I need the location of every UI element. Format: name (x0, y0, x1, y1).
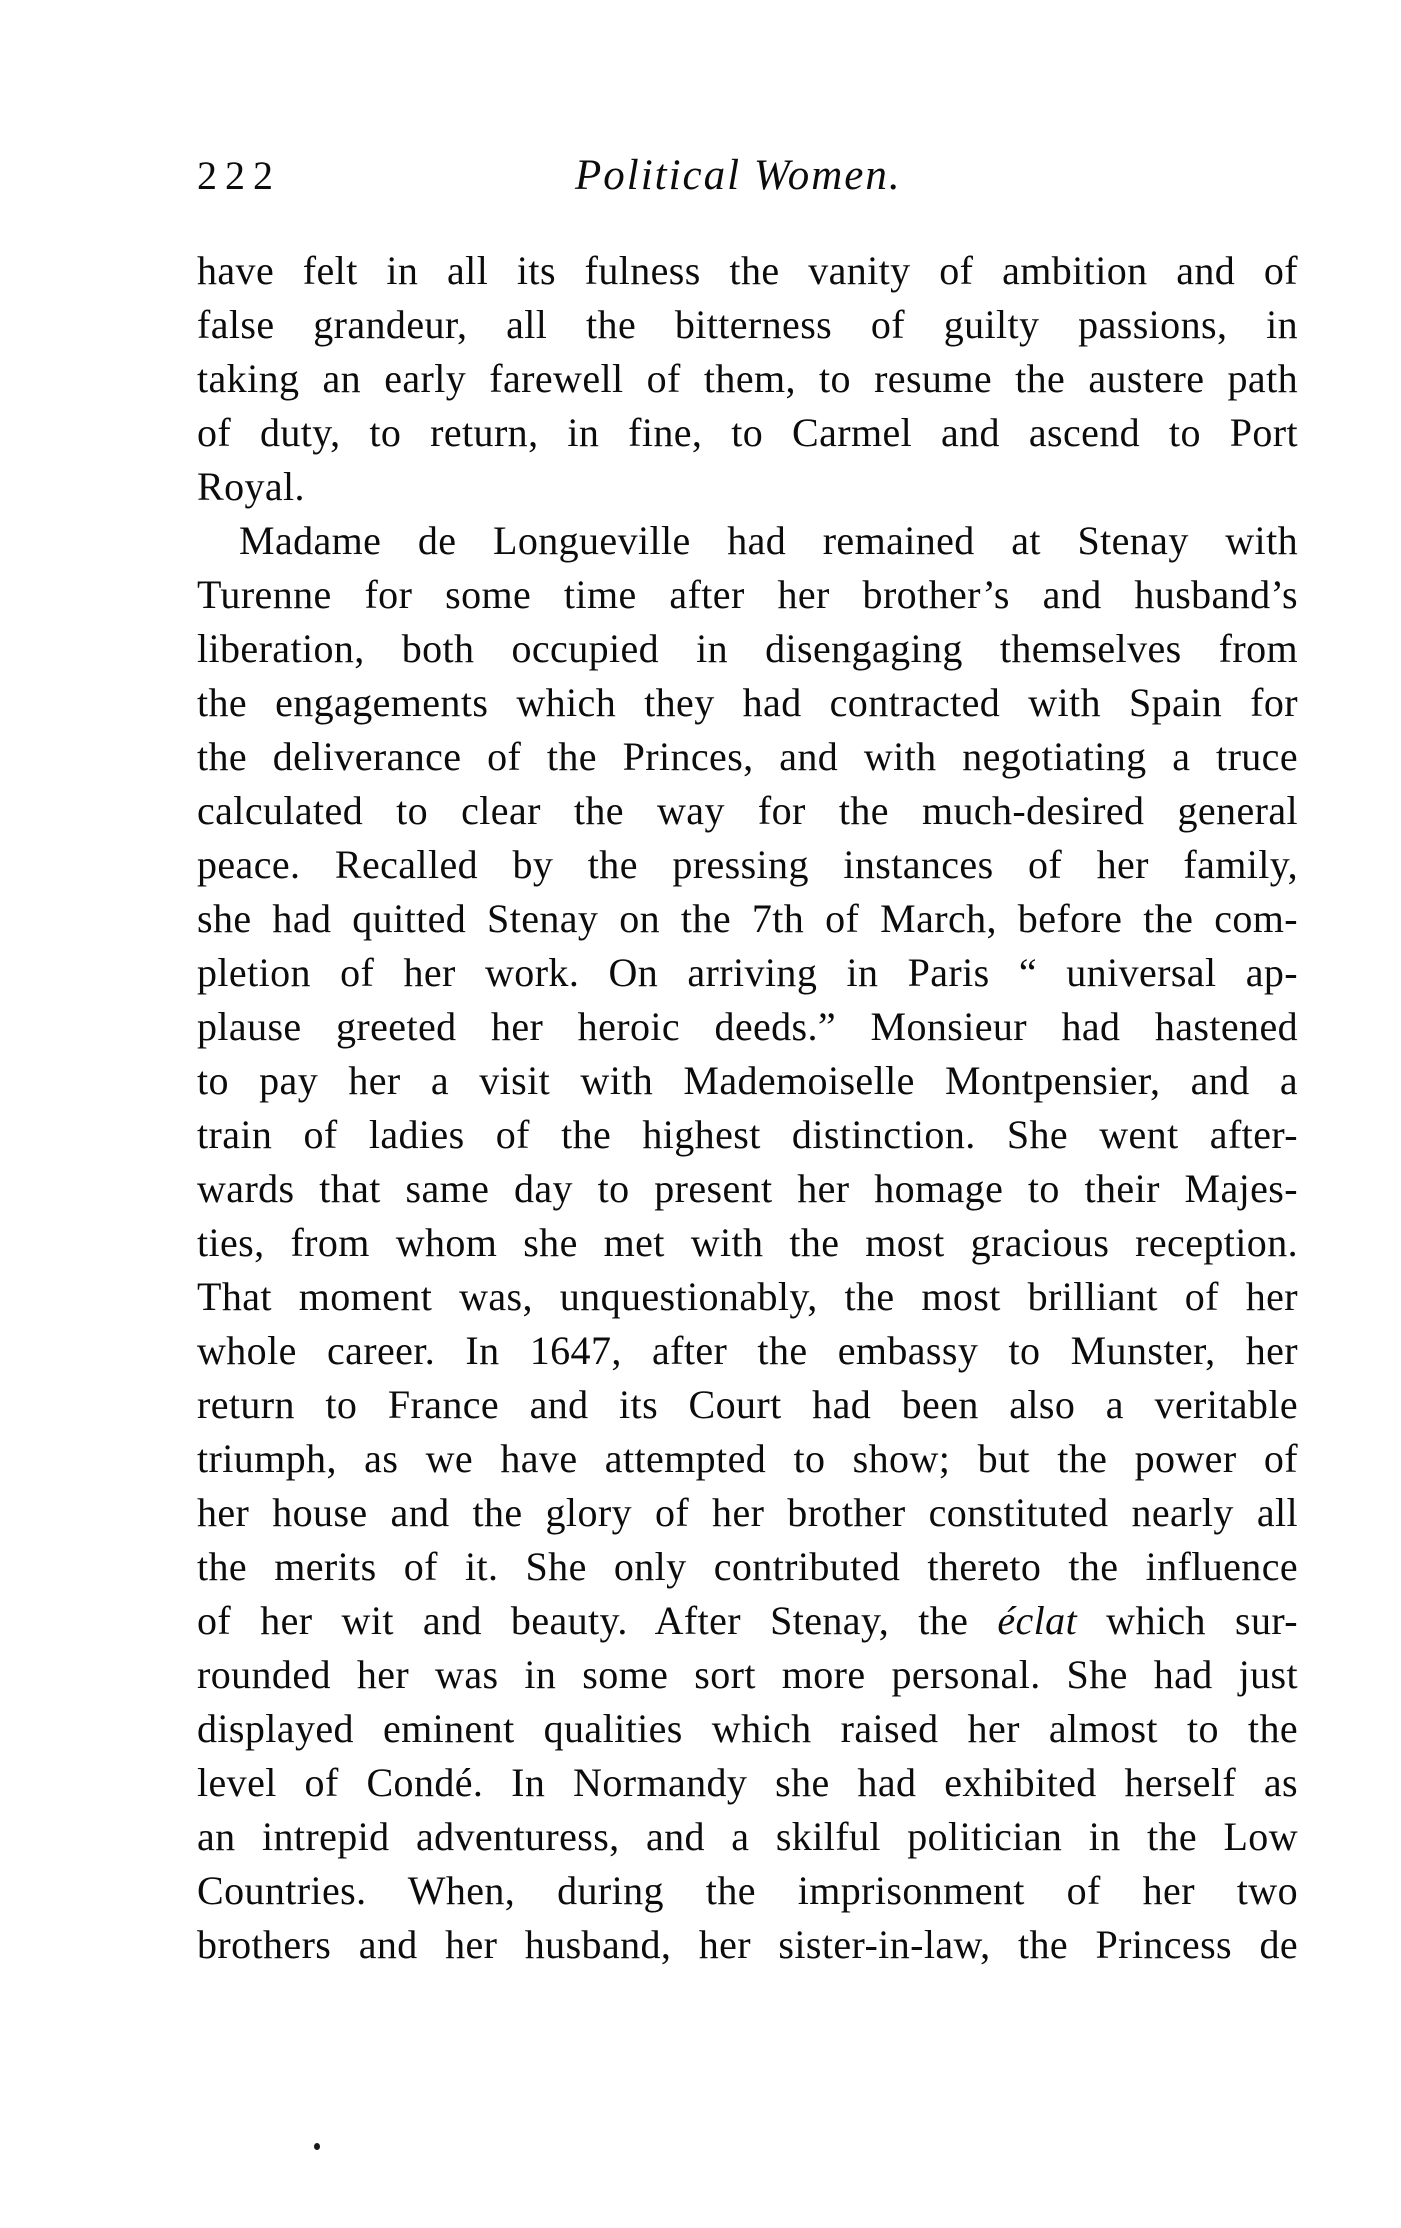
page-number: 222 (197, 153, 281, 198)
text-run: return to France and its Court had been also a veritable (197, 1382, 1298, 1427)
text-run: ties, from whom she met with the most gracious reception. (197, 1220, 1298, 1265)
text-line (197, 568, 1298, 622)
text-run: taking an early farewell of them, to resume the austere path (197, 356, 1298, 401)
text-line (197, 298, 1298, 352)
text-run: which sur- (1077, 1598, 1298, 1643)
text-line (197, 892, 1298, 946)
running-title: Political Women. (575, 152, 902, 199)
text-line (197, 838, 1298, 892)
text-run: liberation, both occupied in disengaging themselves from (197, 626, 1298, 671)
text-run: wards that same day to present her homage to their Majes- (197, 1166, 1298, 1211)
text-line (197, 1540, 1298, 1594)
text-run: displayed eminent qualities which raised her almost to the (197, 1706, 1298, 1751)
page-header (197, 150, 1298, 202)
text-line (197, 406, 1298, 460)
text-run: calculated to clear the way for the much-desired general (197, 788, 1298, 833)
text-run: train of ladies of the highest distinction. She went after- (197, 1112, 1298, 1157)
text-run: false grandeur, all the bitterness of guilty passions, in (197, 302, 1298, 347)
text-run: plause greeted her heroic deeds.” Monsieur had hastened (197, 1004, 1298, 1049)
text-run: Madame de Longueville had remained at Stenay with (239, 518, 1298, 563)
text-line (197, 1594, 1298, 1648)
text-line (197, 1378, 1298, 1432)
text-line (197, 1702, 1298, 1756)
text-run: her house and the glory of her brother constituted nearly all (197, 1490, 1298, 1535)
text-run: of her wit and beauty. After Stenay, the (197, 1598, 998, 1643)
text-line (197, 1918, 1298, 1972)
text-run: have felt in all its fulness the vanity of ambition and of (197, 248, 1298, 293)
text-run: triumph, as we have attempted to show; but the power of (197, 1436, 1298, 1481)
text-run: rounded her was in some sort more personal. She had just (197, 1652, 1298, 1697)
text-run: the merits of it. She only contributed thereto the influence (197, 1544, 1298, 1589)
text-line (197, 784, 1298, 838)
text-line (197, 1054, 1298, 1108)
text-run: pletion of her work. On arriving in Paris “ universal ap- (197, 950, 1298, 995)
text-line (197, 1270, 1298, 1324)
text-run: That moment was, unquestionably, the most brilliant of her (197, 1274, 1298, 1319)
text-run: peace. Recalled by the pressing instances of her family, (197, 842, 1298, 887)
text-run: the deliverance of the Princes, and with negotiating a truce (197, 734, 1298, 779)
text-line (197, 1216, 1298, 1270)
text-run: of duty, to return, in fine, to Carmel and ascend to Port (197, 410, 1298, 455)
page-body (197, 244, 1298, 1972)
text-run: she had quitted Stenay on the 7th of March, before the com- (197, 896, 1298, 941)
text-line (197, 1648, 1298, 1702)
text-run: level of Condé. In Normandy she had exhibited herself as (197, 1760, 1298, 1805)
text-line (197, 1756, 1298, 1810)
text-line (197, 946, 1298, 1000)
text-run: Royal. (197, 464, 305, 509)
text-line (197, 1432, 1298, 1486)
text-line (197, 622, 1298, 676)
text-line (197, 1810, 1298, 1864)
text-run: Countries. When, during the imprisonment of her two (197, 1868, 1298, 1913)
italic-text: éclat (997, 1598, 1078, 1643)
text-line (197, 1864, 1298, 1918)
text-line (197, 1324, 1298, 1378)
text-run: whole career. In 1647, after the embassy to Munster, her (197, 1328, 1298, 1373)
text-line (197, 730, 1298, 784)
paragraph (197, 244, 1298, 514)
text-line (197, 1486, 1298, 1540)
text-line (197, 1000, 1298, 1054)
text-run: Turenne for some time after her brother’s and husband’s (197, 572, 1298, 617)
text-line (197, 1108, 1298, 1162)
text-line (197, 1162, 1298, 1216)
text-line (197, 352, 1298, 406)
text-line (197, 676, 1298, 730)
text-line (197, 244, 1298, 298)
text-run: to pay her a visit with Mademoiselle Montpensier, and a (197, 1058, 1298, 1103)
text-run: brothers and her husband, her sister-in-law, the Princess de (197, 1922, 1298, 1967)
text-run: an intrepid adventuress, and a skilful politician in the Low (197, 1814, 1298, 1859)
text-run: the engagements which they had contracted with Spain for (197, 680, 1298, 725)
text-line (197, 460, 1298, 514)
text-line (197, 514, 1298, 568)
paragraph (197, 514, 1298, 1972)
scan-speck (314, 2143, 320, 2150)
